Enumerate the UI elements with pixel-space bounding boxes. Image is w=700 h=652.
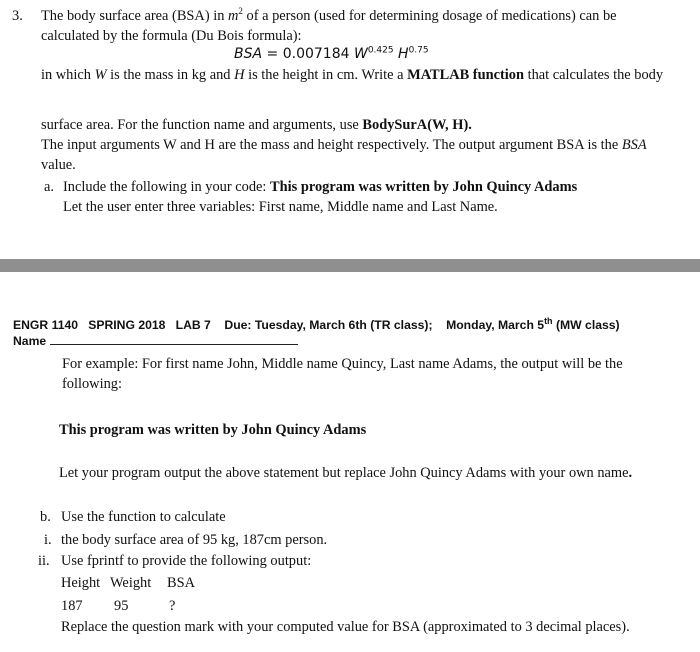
- line-3-a: in which: [41, 67, 95, 83]
- due-mw-sup: th: [544, 315, 553, 326]
- instruction-line: [59, 465, 632, 482]
- problem-line-1-end: of a person (used for determining dosage of medications) can be: [242, 8, 617, 24]
- output-statement: This program was written by John Quincy Adams: [59, 422, 367, 438]
- line-3-c: is the height in cm. Write a: [244, 67, 408, 83]
- bsa-formula: [234, 46, 429, 63]
- line-4-a: surface area. For the function name and arguments, use: [41, 117, 363, 133]
- problem-line-5: [41, 137, 647, 154]
- name-underline: [50, 344, 298, 345]
- table-value-weight: 95: [114, 598, 129, 614]
- function-name: BodySurA(W, H).: [362, 117, 472, 133]
- problem-line-1: [41, 8, 617, 25]
- lab-header: [13, 315, 620, 333]
- part-a-label: a.: [44, 179, 54, 195]
- due-mw-tail: (MW class): [552, 318, 620, 332]
- line-3-h: H: [234, 67, 245, 83]
- part-b-text: Use the function to calculate: [61, 509, 226, 525]
- line-3-b: is the mass in kg and: [106, 67, 235, 83]
- part-ii-text: Use fprintf to provide the following output:: [61, 553, 312, 569]
- table-value-height: 187: [61, 598, 83, 614]
- part-i-label: i.: [44, 532, 52, 548]
- problem-line-2: calculated by the formula (Du Bois formula):: [41, 28, 302, 44]
- formula-w: W: [353, 46, 368, 62]
- problem-number: 3.: [12, 8, 23, 24]
- formula-h: H: [398, 46, 409, 62]
- part-a-statement: This program was written by John Quincy Adams: [270, 179, 578, 195]
- unit-m: m: [228, 8, 239, 24]
- line-3-matlab: MATLAB function: [407, 67, 524, 83]
- course-code: ENGR 1140: [13, 318, 79, 332]
- table-header-weight: Weight: [110, 575, 152, 591]
- part-a-intro: Include the following in your code:: [63, 179, 271, 195]
- example-line-2: following:: [62, 376, 122, 392]
- formula-h-exponent: 0.75: [408, 45, 429, 56]
- problem-line-3: [41, 67, 663, 84]
- table-header-bsa: BSA: [167, 575, 195, 591]
- line-5-bsa: BSA: [621, 137, 647, 153]
- due-tr: Due: Tuesday, March 6th (TR class);: [224, 318, 433, 332]
- part-a-text: [63, 179, 577, 196]
- unit-exponent: 2: [238, 6, 243, 17]
- page-divider: [0, 259, 700, 272]
- problem-line-6: value.: [41, 157, 76, 173]
- problem-line-4: [41, 117, 472, 134]
- part-ii-label: ii.: [38, 553, 50, 569]
- term: SPRING 2018: [88, 318, 166, 332]
- part-i-text: the body surface area of 95 kg, 187cm person.: [61, 532, 328, 548]
- problem-line-1-start: The body surface area (BSA) in: [41, 8, 229, 24]
- formula-lhs: BSA: [234, 46, 263, 62]
- part-a-line-2: Let the user enter three variables: First name, Middle name and Last Name.: [63, 199, 498, 215]
- formula-w-exponent: 0.425: [367, 45, 394, 56]
- table-header-height: Height: [61, 575, 101, 591]
- example-line-1: For example: For first name John, Middle name Quincy, Last name Adams, the output will be the: [62, 356, 623, 372]
- instruction-text: Let your program output the above statement but replace John Quincy Adams with your own name: [59, 465, 629, 481]
- line-5-text: The input arguments W and H are the mass and height respectively. The output argument BSA is the: [41, 137, 622, 153]
- line-3-d: that calculates the body: [523, 67, 664, 83]
- part-b-label: b.: [40, 509, 51, 525]
- lab-number: LAB 7: [175, 318, 211, 332]
- instruction-period: .: [628, 465, 633, 481]
- name-label: Name: [13, 334, 47, 348]
- final-instruction: Replace the question mark with your computed value for BSA (approximated to 3 decimal places).: [61, 619, 630, 635]
- table-value-bsa: ?: [169, 598, 176, 614]
- formula-coefficient: = 0.007184: [262, 46, 354, 62]
- line-3-w: W: [94, 67, 107, 83]
- due-mw: Monday, March 5: [446, 318, 545, 332]
